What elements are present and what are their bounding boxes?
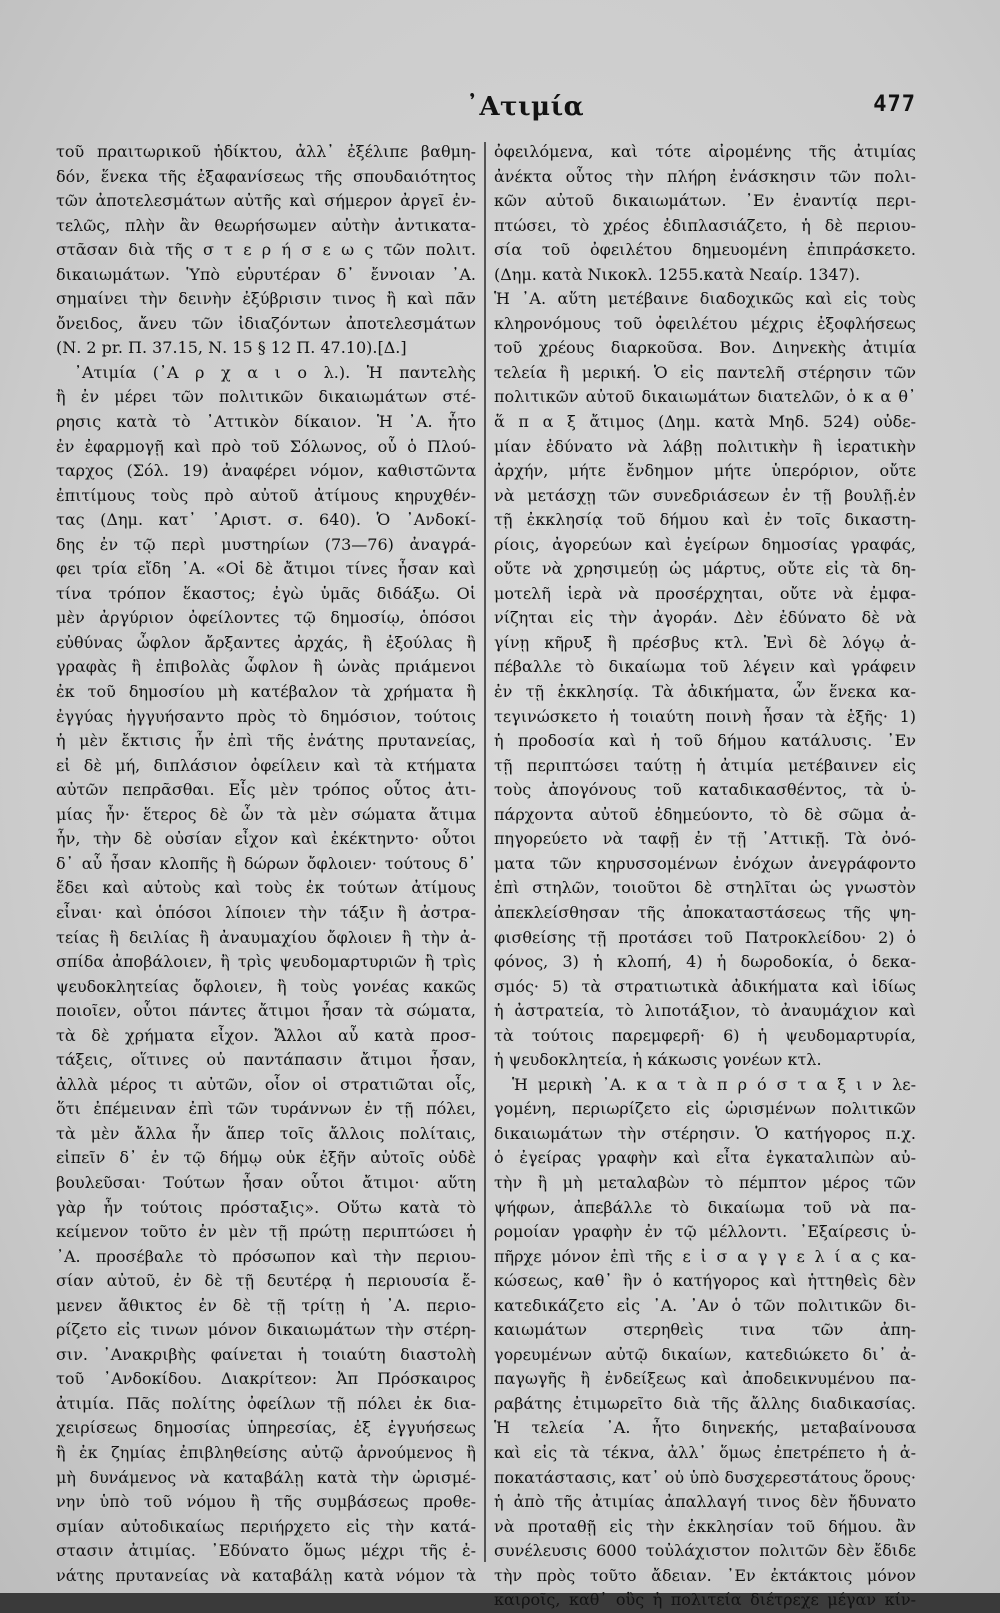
text-line: δικαιωμάτων. Ὑπὸ εὐρυτέραν δ᾿ ἔννοιαν ᾿Α. bbox=[56, 264, 476, 284]
text-line: ἢ ἐν μέρει τῶν πολιτικῶν δικαιωμάτων στέ- bbox=[56, 387, 476, 407]
text-line: σίαν αὐτοῦ, ἐν δὲ τῇ δευτέρᾳ ἡ περιουσία ἔ- bbox=[56, 1271, 476, 1291]
text-line: γὰρ ἦν τούτοις πρόσταξις». Οὕτω κατὰ τὸ bbox=[56, 1197, 476, 1217]
text-line: μίας ἦν· ἕτερος δὲ ὧν τὰ μὲν σώματα ἄτιμα bbox=[56, 804, 476, 824]
text-line: νὰ προταθῇ εἰς τὴν ἐκκλησίαν τοῦ δήμου. ἂν bbox=[494, 1516, 916, 1536]
text-line: σία τοῦ ὀφειλέτου δημευομένη ἐπιπράσκετο. bbox=[494, 240, 916, 260]
text-line: πηγορεύετο νὰ ταφῇ ἐν τῇ ᾿Αττικῇ. Τὰ ὀνό- bbox=[494, 829, 916, 849]
text-line: στᾶσαν διὰ τῆς σ τ ε ρ ή σ ε ω ς τῶν πολιτ. bbox=[56, 240, 476, 260]
text-line: νάτης πρυτανείας νὰ καταβάλῃ κατὰ νόμον τὰ bbox=[56, 1565, 476, 1585]
text-line: ὅτι ἐπέμειναν ἐπὶ τῶν τυράννων ἐν τῇ πόλει, bbox=[56, 1099, 476, 1119]
text-line: εἰ δὲ μή, διπλάσιον ὀφείλειν καὶ τὰ κτήματα bbox=[56, 755, 476, 775]
page-number: 477 bbox=[873, 92, 916, 117]
text-line: ἦν, τὴν δὲ οὐσίαν εἶχον καὶ ἐκέκτηντο· οὗτοι bbox=[56, 829, 476, 849]
text-line: τὰ δὲ χρήματα εἶχον. Ἄλλοι αὖ κατὰ προσ- bbox=[56, 1025, 476, 1045]
text-line: πέβαλλε τὸ δικαίωμα τοῦ λέγειν καὶ γράφειν bbox=[494, 657, 916, 677]
text-line: ἡ ἀστρατεία, τὸ λιποτάξιον, τὸ ἀναυμάχιον καὶ bbox=[494, 1001, 916, 1021]
text-line: σπίδα ἀποβάλοιεν, ἢ τρὶς ψευδομαρτυριῶν ἢ τρὶς bbox=[56, 952, 476, 972]
text-line: ἀρχήν, μήτε ἔνδημον μήτε ὑπερόριον, οὔτε bbox=[494, 461, 916, 481]
text-line: γίνῃ κῆρυξ ἢ πρέσβυς κτλ. Ἐνὶ δὲ λόγῳ ἀ- bbox=[494, 632, 916, 652]
text-line: ρίοις, ἀγορεύων καὶ ἐγείρων δημοσίας γραφάς, bbox=[494, 534, 916, 554]
text-line: τὰ τούτοις παρεμφερῆ· 6) ἡ ψευδομαρτυρία, bbox=[494, 1025, 916, 1045]
text-line: στασιν ἀτιμίας. ᾿Εδύνατο ὅμως μέχρι τῆς ἐ- bbox=[56, 1541, 476, 1561]
text-line: μοτελῆ ἱερὰ νὰ προσέρχηται, οὔτε νὰ ἐμφα- bbox=[494, 583, 916, 603]
text-line: ἡ μὲν ἔκτισις ἦν ἐπὶ τῆς ἐνάτης πρυτανείας, bbox=[56, 731, 476, 751]
text-line: τελῶς, πλὴν ἂν θεωρήσωμεν αὐτὴν ἀντικατα- bbox=[56, 215, 476, 235]
text-line: ᾿Α. προσέβαλε τὸ πρόσωπον καὶ τὴν περιου- bbox=[56, 1246, 476, 1266]
text-line: ἡ προδοσία καὶ ἡ τοῦ δήμου κατάλυσις. ᾿Εν bbox=[494, 731, 916, 751]
text-line: κώσεως, καθ᾿ ἣν ὁ κατήγορος καὶ ἡττηθεὶς δὲν bbox=[494, 1271, 916, 1291]
text-line: γραφὰς ἢ ἐπιβολὰς ὦφλον ἢ ὠνὰς πριάμενοι bbox=[56, 657, 476, 677]
text-line: νὰ μετάσχῃ τῶν συνεδριάσεων ἐν τῇ βουλῇ.ἐν bbox=[494, 485, 916, 505]
text-line: μὴ δυνάμενος νὰ καταβάλῃ κατὰ τὴν ὡρισμέ- bbox=[56, 1467, 476, 1487]
text-line: τάξεις, οἵτινες οὐ παντάπασιν ἄτιμοι ἦσαν, bbox=[56, 1050, 476, 1070]
text-line: ἢ ἐκ ζημίας ἐπιβληθείσης αὐτῷ ἀρνούμενος ἢ bbox=[56, 1442, 476, 1462]
text-line: (Ν. 2 pr. Π. 37.15, Ν. 15 § 12 Π. 47.10).[Δ.] bbox=[56, 338, 407, 358]
text-line: ὀφειλόμενα, καὶ τότε αἰρομένης τῆς ἀτιμίας bbox=[494, 142, 916, 161]
text-line: τὴν ἢ μὴ μεταλαβὼν τὸ πέμπτον μέρος τῶν bbox=[494, 1172, 916, 1192]
text-line: Ἡ τελεία ᾿Α. ἦτο διηνεκής, μεταβαίνουσα bbox=[494, 1418, 916, 1438]
text-line: φει τρία εἴδη ᾿Α. «Οἱ δὲ ἄτιμοι τίνες ἦσαν καὶ bbox=[56, 559, 476, 579]
text-line: τίνα τρόπον ἕκαστος; ἐγὼ ὑμᾶς διδάξω. Οἱ bbox=[56, 583, 476, 603]
right-column bbox=[494, 140, 916, 1613]
text-line: δης ἐν τῷ περὶ μυστηρίων (73—76) ἀναγρά- bbox=[56, 534, 476, 554]
text-line: ματα τῶν κηρυσσομένων ἐνόχων ἀνεγράφοντο bbox=[494, 853, 916, 873]
text-line: χειρίσεως δημοσίας ὑπηρεσίας, ἐξ ἐγγυήσεως bbox=[56, 1418, 476, 1438]
column-divider bbox=[484, 142, 486, 1562]
text-line: ψευδοκλητείας ὄφλοιεν, ἢ τοὺς γονέας κακῶς bbox=[56, 976, 476, 996]
text-line: τοῦ πραιτωρικοῦ ἠδίκτου, ἀλλ᾿ ἐξέλιπε βαθμη- bbox=[56, 142, 476, 161]
text-line: ποιοῖεν, οὗτοι πάντες ἄτιμοι ἦσαν τὰ σώματα, bbox=[56, 1001, 476, 1021]
text-line: μίαν ἐδύνατο νὰ λάβῃ πολιτικὴν ἢ ἱερατικὴν bbox=[494, 436, 916, 456]
text-line: νίζηται εἰς τὴν ἀγοράν. Δὲν ἐδύνατο δὲ νὰ bbox=[494, 608, 916, 628]
text-line: κῶν αὐτοῦ δικαιωμάτων. ᾿Εν ἐναντίᾳ περι- bbox=[494, 191, 916, 211]
text-line: φόνος, 3) ἡ κλοπή, 4) ἡ δωροδοκία, ὁ δεκα- bbox=[494, 952, 916, 972]
text-line: κληρονόμους τοῦ ὀφειλέτου μέχρις ἐξοφλήσεως bbox=[494, 313, 916, 333]
text-line: ἐν τῇ ἐκκλησίᾳ. Τὰ ἀδικήματα, ὧν ἕνεκα κα- bbox=[494, 682, 916, 702]
text-line: πάρχοντα αὐτοῦ ἐδημεύοντο, τὸ δὲ σῶμα ἀ- bbox=[494, 804, 916, 824]
text-line: ταρχος (Σόλ. 19) ἀναφέρει νόμον, καθιστῶντα bbox=[56, 461, 476, 481]
text-line: σιν. ᾿Ανακριβὴς φαίνεται ἡ τοιαύτη διαστολὴ bbox=[56, 1344, 476, 1364]
text-line: Ἡ ᾿Α. αὕτη μετέβαινε διαδοχικῶς καὶ εἰς τοὺς bbox=[494, 289, 916, 309]
text-line: ποκατάστασις, κατ᾿ οὐ ὑπὸ δυσχερεστάτους ὅρους· bbox=[494, 1467, 916, 1487]
text-line: δικαιωμάτων τὴν στέρησιν. Ὁ κατήγορος π.χ. bbox=[494, 1123, 916, 1143]
text-line: ραβάτης ἐτιμωρεῖτο διὰ τῆς ἄλλης διαδικασίας. bbox=[494, 1393, 916, 1413]
text-line: δόν, ἕνεκα τῆς ἐξαφανίσεως τῆς σπουδαιότητος bbox=[56, 166, 476, 186]
text-line: τὴν πρὸς τοῦτο ἄδειαν. ᾿Εν ἐκτάκτοις μόνον bbox=[494, 1565, 916, 1585]
text-line: τῇ ἐκκλησίᾳ τοῦ δήμου καὶ ἐν τοῖς δικαστη- bbox=[494, 510, 916, 530]
text-line: σμίαν αὐτοδικαίως περιήρχετο εἰς τὴν κατά- bbox=[56, 1516, 476, 1536]
text-line: μὲν ἀργύριον ὀφείλοντες τῷ δημοσίῳ, ὁπόσοι bbox=[56, 608, 476, 628]
text-line: ψήφων, ἀπεβάλλε τὸ δικαίωμα τοῦ νὰ πα- bbox=[494, 1197, 916, 1217]
text-line: τοὺς ἀπογόνους τοῦ καταδικασθέντος, τὰ ὑ- bbox=[494, 780, 916, 800]
text-line: μενεν ἄθικτος ἐν δὲ τῇ τρίτῃ ἡ ᾿Α. περιο- bbox=[56, 1295, 476, 1315]
text-line: ρησις κατὰ τὸ ᾿Αττικὸν δίκαιον. Ἡ ᾿Α. ἦτο bbox=[56, 412, 476, 432]
text-line: ἀνέκτα οὗτος τὴν πλήρη ἐνάσκησιν τῶν πολι- bbox=[494, 166, 916, 186]
text-line: καιωμάτων στερηθεὶς τινα τῶν ἀπη- bbox=[494, 1320, 916, 1340]
text-line: οὔτε νὰ χρησιμεύῃ ὡς μάρτυς, οὔτε εἰς τὰ δη- bbox=[494, 559, 916, 579]
text-line: τῶν ἀποτελεσμάτων αὐτῆς καὶ σήμερον ἀργεῖ ἐν- bbox=[56, 191, 476, 211]
text-line: αὐτῶν πεπρᾶσθαι. Εἷς μὲν τρόπος οὗτος ἀτι- bbox=[56, 780, 476, 800]
text-line: τοῦ χρέους διαρκοῦσα. Βον. Διηνεκὴς ἀτιμία bbox=[494, 338, 916, 358]
text-line: ᾿Ατιμία (᾿Α ρ χ α ι ο λ.). Ἡ παντελὴς bbox=[74, 362, 476, 382]
text-line: παγωγῆς ἢ ἐνδείξεως καὶ ἀποδεικνυμένου πα- bbox=[494, 1369, 916, 1389]
left-column bbox=[56, 140, 476, 1588]
text-line: εὐθύνας ὦφλον ἄρξαντες ἀρχάς, ἢ ἐξούλας ἢ bbox=[56, 632, 476, 652]
text-line: ρίζετο εἰς τινων μόνον δικαιωμάτων τὴν στέρη- bbox=[56, 1320, 476, 1340]
text-line: ἀτιμία. Πᾶς πολίτης ὀφείλων τῇ πόλει ἐκ δια- bbox=[56, 1393, 476, 1413]
text-line: κατεδικάζετο εἰς ᾿Α. ᾿Αν ὁ τῶν πολιτικῶν δι- bbox=[494, 1295, 916, 1315]
text-line: πτώσει, τὸ χρέος ἐδιπλασιάζετο, ἡ δὲ περιου- bbox=[494, 215, 916, 235]
text-line: ἅ π α ξ ἄτιμος (Δημ. κατὰ Μηδ. 524) οὐδε- bbox=[494, 412, 916, 432]
text-line: ἐγγύας ἠγγυήσαντο πρὸς τὸ δημόσιον, τούτοις bbox=[56, 706, 476, 726]
text-line: ὄνειδος, ἄνευ τῶν ἰδιαζόντων ἀποτελεσμάτων bbox=[56, 313, 476, 333]
text-line: καὶ εἰς τὰ τέκνα, ἀλλ᾿ ὅμως ἐπετρέπετο ἡ ἀ- bbox=[494, 1442, 916, 1462]
text-line: εἶναι· καὶ ὁπόσοι λίποιεν τὴν τάξιν ἢ ἀστρα- bbox=[56, 902, 476, 922]
text-line: γομένη, περιωρίζετο εἰς ὡρισμένων πολιτικῶν bbox=[494, 1099, 916, 1119]
text-line: συνέλευσις 6000 τοὐλάχιστον πολιτῶν δὲν ἔδιδε bbox=[494, 1541, 916, 1561]
text-line: βουλεῦσαι· Τούτων ἦσαν οὗτοι ἄτιμοι· αὕτη bbox=[56, 1172, 476, 1192]
running-head: ᾿Ατιμία bbox=[465, 92, 585, 122]
text-line: ἀλλὰ μέρος τι αὐτῶν, οἷον οἱ στρατιῶται οἷς, bbox=[56, 1074, 476, 1094]
text-line: ἐπιτίμους τοὺς πρὸ αὐτοῦ ἀτίμους κηρυχθέν- bbox=[56, 485, 476, 505]
text-line: ἐπὶ στηλῶν, τοιοῦτοι δὲ στηλῖται ὡς γνωστὸν bbox=[494, 878, 916, 898]
text-line: τῇ περιπτώσει ταύτῃ ἡ ἀτιμία μετέβαινεν εἰς bbox=[494, 755, 916, 775]
text-line: Ἡ μερικὴ ᾿Α. κ α τ ὰ π ρ ό σ τ α ξ ι ν λε- bbox=[512, 1074, 916, 1094]
text-line: ἡ ψευδοκλητεία, ἡ κάκωσις γονέων κτλ. bbox=[494, 1050, 822, 1070]
text-line: ἐν ἐφαρμογῇ καὶ πρὸ τοῦ Σόλωνος, οὗ ὁ Πλού- bbox=[56, 436, 476, 456]
text-line: ἐκ τοῦ δημοσίου μὴ κατέβαλον τὰ χρήματα ἢ bbox=[56, 682, 476, 702]
text-line: κείμενον τοῦτο ἐν μὲν τῇ πρώτῃ περιπτώσει ἡ bbox=[56, 1222, 476, 1242]
text-line: ἀπεκλείσθησαν τῆς ἀποκαταστάσεως τῆς ψη- bbox=[494, 902, 916, 922]
text-line: ἔδει καὶ αὐτοὺς καὶ τοὺς ἐκ τούτων ἀτίμους bbox=[56, 878, 476, 898]
text-line: (Δημ. κατὰ Νικοκλ. 1255.κατὰ Νεαίρ. 1347). bbox=[494, 264, 861, 284]
text-line: νην ὑπὸ τοῦ νόμου ἢ τῆς συμβάσεως προθε- bbox=[56, 1492, 476, 1512]
text-line: γορευμένων αὐτῷ δικαίων, κατεδιώκετο δι᾿ ἀ- bbox=[494, 1344, 916, 1364]
text-line: τοῦ ᾿Ανδοκίδου. Διακρίτεον: Ἀπ Πρόσκαιρος bbox=[56, 1369, 476, 1389]
text-line: φισθείσης τῇ προτάσει τοῦ Πατροκλείδου· 2) ὁ bbox=[494, 927, 916, 947]
text-line: τείας ἢ δειλίας ἢ ἀναυμαχίου ὄφλοιεν ἢ τὴν ἀ- bbox=[56, 927, 476, 947]
text-line: τὰ μὲν ἄλλα ἦν ἅπερ τοῖς ἄλλοις πολίταις, bbox=[56, 1123, 476, 1143]
text-line: ἡ ἀπὸ τῆς ἀτιμίας ἀπαλλαγή τινος δὲν ἤδυνατο bbox=[494, 1492, 916, 1512]
text-line: πῆρχε μόνον ἐπὶ τῆς ε ἰ σ α γ γ ε λ ί α ς κα- bbox=[494, 1246, 916, 1266]
text-line: τελεία ἢ μερική. Ὁ εἰς παντελῆ στέρησιν τῶν bbox=[494, 362, 916, 382]
text-line: πολιτικῶν αὐτοῦ δικαιωμάτων διατελῶν, ὁ κ α θ᾿ bbox=[494, 387, 916, 407]
text-line: τεγινώσκετο ἡ τοιαύτη ποινὴ ἦσαν τὰ ἑξῆς· 1) bbox=[494, 706, 916, 726]
text-line: ρομοίαν γραφὴν ἐν τῷ μέλλοντι. ᾿Εξαίρεσις ὑ- bbox=[494, 1222, 916, 1242]
text-line: καιροῖς, καθ᾿ οὓς ἡ πολιτεία διέτρεχε μέγαν κίν- bbox=[494, 1590, 916, 1610]
text-line: δ᾿ αὖ ἦσαν κλοπῆς ἢ δώρων ὄφλοιεν· τούτους δ᾿ bbox=[56, 853, 476, 873]
text-line: εἰπεῖν δ᾿ ἐν τῷ δήμῳ οὐκ ἐξῆν αὐτοῖς οὐδὲ bbox=[56, 1148, 476, 1168]
text-line: ὁ ἐγείρας γραφὴν καὶ εἶτα ἐγκαταλιπὼν αὐ- bbox=[494, 1148, 916, 1168]
text-line: τας (Δημ. κατ᾿ ᾿Αριστ. σ. 640). Ὁ ᾿Ανδοκί- bbox=[56, 510, 476, 530]
text-line: σημαίνει τὴν δεινὴν ἐξύβρισιν τινος ἢ καὶ πᾶν bbox=[56, 289, 476, 309]
text-line: σμός· 5) τὰ στρατιωτικὰ ἀδικήματα καὶ ἰδίως bbox=[494, 976, 916, 996]
